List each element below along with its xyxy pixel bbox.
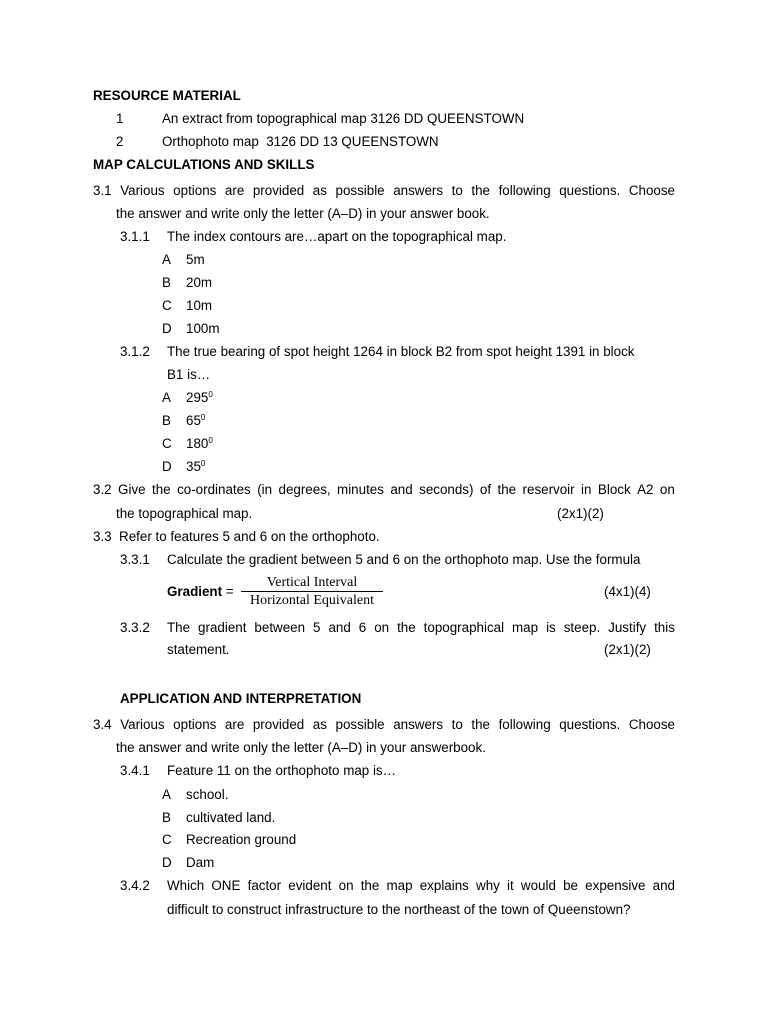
- option-letter: B: [162, 810, 171, 825]
- question-text: The true bearing of spot height 1264 in block B2 from spot height 1391 in block: [167, 344, 635, 359]
- fraction-denominator: Horizontal Equivalent: [249, 593, 375, 608]
- option-text: 10m: [186, 298, 213, 313]
- resource-item-number: 2: [116, 134, 124, 149]
- option-letter: B: [162, 275, 171, 290]
- question-text: Calculate the gradient between 5 and 6 on the orthophoto map. Use the formula: [167, 552, 641, 567]
- option-text: Recreation ground: [186, 832, 297, 847]
- option-value: 35: [186, 459, 201, 474]
- option-text: [186, 413, 205, 431]
- option-letter: D: [162, 459, 172, 474]
- question-3-1-line: the answer and write only the letter (A–D) in your answer book.: [116, 206, 490, 221]
- option-text: [186, 436, 213, 454]
- question-number: 3.1.1: [120, 229, 150, 244]
- option-text: 5m: [186, 252, 205, 267]
- question-3-2-line: 3.2 Give the co-ordinates (in degrees, minutes and seconds) of the reservoir in Block A2 on: [93, 482, 675, 497]
- question-text: The gradient between 5 and 6 on the topographical map is steep. Justify this: [167, 620, 675, 635]
- option-text: 20m: [186, 275, 213, 290]
- marks: (2x1)(2): [604, 642, 651, 657]
- question-number: 3.4.1: [120, 763, 150, 778]
- option-text: school.: [186, 787, 229, 802]
- option-letter: A: [162, 390, 171, 405]
- question-text: The index contours are…apart on the topographical map.: [167, 229, 507, 244]
- option-letter: B: [162, 413, 171, 428]
- question-text: B1 is…: [167, 367, 211, 382]
- fraction-numerator: Vertical Interval: [241, 574, 383, 592]
- option-letter: A: [162, 252, 171, 267]
- option-text: cultivated land.: [186, 810, 276, 825]
- option-letter: C: [162, 436, 172, 451]
- question-number: 3.3.1: [120, 552, 150, 567]
- question-text: statement.: [167, 642, 230, 657]
- gradient-fraction: [241, 574, 383, 609]
- degree-symbol: 0: [208, 436, 213, 445]
- option-value: 180: [186, 436, 209, 451]
- degree-symbol: 0: [200, 459, 206, 468]
- resource-item-number: 1: [116, 111, 124, 126]
- option-value: 65: [186, 413, 201, 428]
- question-3-3-line: 3.3 Refer to features 5 and 6 on the orthophoto.: [93, 529, 380, 544]
- question-number: 3.3.2: [120, 620, 150, 635]
- equals-sign: =: [222, 584, 234, 599]
- marks: (4x1)(4): [604, 584, 651, 599]
- degree-symbol: 0: [200, 413, 206, 422]
- resource-item-text: Orthophoto map 3126 DD 13 QUEENSTOWN: [162, 134, 439, 149]
- option-letter: C: [162, 298, 172, 313]
- marks: (2x1)(2): [557, 506, 604, 521]
- resource-item-text: An extract from topographical map 3126 DD QUEENSTOWN: [162, 111, 525, 126]
- gradient-label: Gradient: [167, 584, 223, 599]
- question-3-1-line: 3.1 Various options are provided as possible answers to the following questions. Choose: [93, 183, 675, 198]
- question-3-4-line: the answer and write only the letter (A–D) in your answerbook.: [116, 740, 486, 755]
- option-text: Dam: [186, 855, 215, 870]
- option-text: 100m: [186, 321, 220, 336]
- question-3-4-line: 3.4 Various options are provided as possible answers to the following questions. Choose: [93, 717, 675, 732]
- degree-symbol: 0: [208, 390, 213, 399]
- gradient-formula-label: [167, 584, 234, 600]
- section-heading-application: APPLICATION AND INTERPRETATION: [120, 691, 362, 706]
- question-text: difficult to construct infrastructure to the northeast of the town of Queenstown?: [167, 902, 631, 917]
- question-text: Which ONE factor evident on the map explains why it would be expensive and: [167, 878, 675, 893]
- option-letter: A: [162, 787, 171, 802]
- question-number: 3.4.2: [120, 878, 150, 893]
- option-letter: D: [162, 321, 172, 336]
- question-text: Feature 11 on the orthophoto map is…: [167, 763, 397, 778]
- option-text: [186, 459, 205, 477]
- section-heading-map-calculations: MAP CALCULATIONS AND SKILLS: [93, 157, 315, 172]
- option-letter: D: [162, 855, 172, 870]
- option-letter: C: [162, 832, 172, 847]
- resource-heading: RESOURCE MATERIAL: [93, 88, 241, 103]
- question-3-2-line: the topographical map.: [116, 506, 253, 521]
- question-number: 3.1.2: [120, 344, 150, 359]
- option-text: [186, 390, 213, 408]
- option-value: 295: [186, 390, 209, 405]
